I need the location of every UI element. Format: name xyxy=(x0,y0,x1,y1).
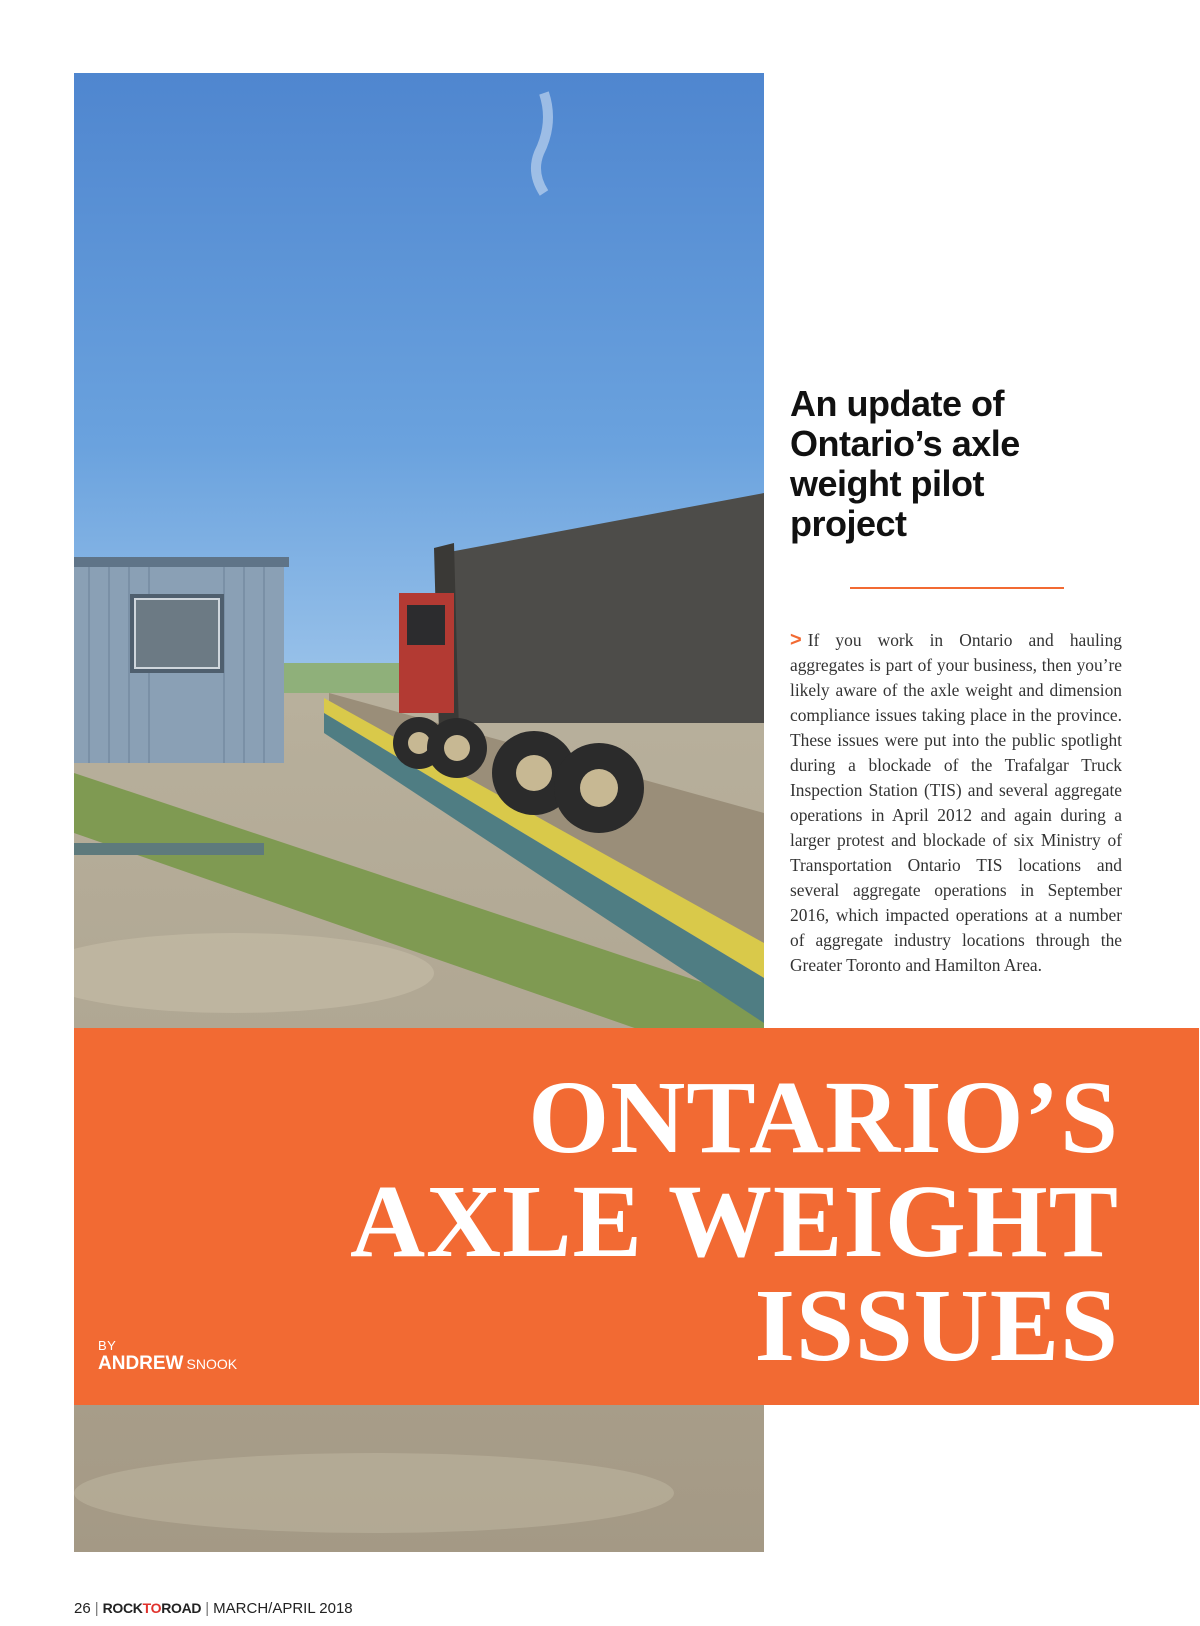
issue-date: MARCH/APRIL 2018 xyxy=(213,1600,353,1617)
brand-rock: ROCK xyxy=(102,1600,143,1616)
chevron-right-icon: > xyxy=(790,629,802,651)
headline-line: AXLE WEIGHT xyxy=(349,1164,1119,1279)
author-first-name: ANDREW xyxy=(98,1353,184,1374)
brand-to: TO xyxy=(142,1600,162,1616)
footer-separator: | xyxy=(94,1600,99,1617)
page-footer xyxy=(74,1600,353,1617)
deck-line: project xyxy=(790,503,907,544)
deck-divider xyxy=(850,587,1064,589)
deck-line: weight pilot xyxy=(790,463,984,504)
headline-band xyxy=(74,1028,1199,1405)
byline-by: BY xyxy=(98,1338,117,1353)
article-deck xyxy=(790,384,1120,544)
intro-text: If you work in Ontario and hauling aggregates is part of your business, then you’re likely aware of the axle weight and dimension compliance issues taking place in the province. These issues were put into the public spotlight during a blockade of the Trafalgar Truck Inspection Station (TIS) and several aggregate operations in April 2012 and again during a larger protest and blockade of six Ministry of Transportation Ontario TIS locations and several aggregate operations in September 2016, which impacted operations at a number of aggregate industry locations through the Greater Toronto and Hamilton Area. xyxy=(790,630,1122,975)
article-headline xyxy=(349,1060,1119,1383)
magazine-logo xyxy=(103,1600,202,1616)
footer-separator: | xyxy=(205,1600,210,1617)
brand-road: ROAD xyxy=(161,1600,202,1616)
deck-line: Ontario’s axle xyxy=(790,423,1020,464)
byline xyxy=(98,1339,237,1375)
headline-line: ISSUES xyxy=(754,1268,1119,1383)
author-last-name: SNOOK xyxy=(186,1356,238,1372)
headline-line: ONTARIO’S xyxy=(528,1060,1119,1175)
intro-paragraph xyxy=(790,628,1122,978)
page-number: 26 xyxy=(74,1600,91,1617)
deck-line: An update of xyxy=(790,383,1004,424)
